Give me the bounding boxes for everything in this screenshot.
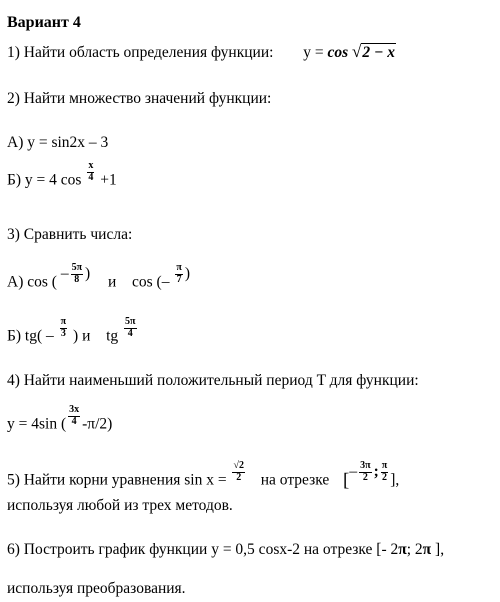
task-2-b-fraction: $\frac{x}{4}$ — [88, 160, 94, 183]
task-3-a-close-2: ) — [184, 264, 190, 282]
task-6-separator: ; 2 — [406, 541, 423, 558]
task-5-line-1: 5) Найти корни уравнения sin x = $\frac{√2}{2}$ на отрезке [– $\frac{3\pi}{2}$ ; $\frac{\pi}{2}$ ], — [7, 460, 400, 491]
task-5-line-2: используя любой из трех методов. — [7, 497, 233, 514]
task-6-pi-2: π — [422, 541, 432, 558]
task-5-close-bracket: ], — [390, 471, 400, 489]
task-3-a-cos2: cos (– — [132, 273, 170, 291]
task-3-a-fraction-2: $\frac{\pi}{7}$ — [176, 262, 182, 285]
task-5-text-1: 5) Найти корни уравнения sin x = — [7, 471, 227, 489]
task-3-b-tg: tg — [106, 327, 119, 345]
task-2-part-b — [7, 160, 117, 192]
sqrt-symbol: √ — [351, 42, 362, 61]
task-3-b-close: ) — [73, 327, 79, 345]
task-4-fraction: $\frac{3x}{4}$ — [69, 404, 80, 427]
task-3-a-and: и — [107, 273, 117, 291]
task-4-text: 4) Найти наименьший положительный период T для функции: — [7, 372, 419, 389]
task-5-seg-fraction-2: $\frac{\pi}{2}$ — [381, 460, 388, 483]
task-5-open-bracket: [ — [343, 470, 350, 491]
task-3-b-and: и — [82, 327, 91, 345]
task-5-fraction: $\frac{√2}{2}$ — [233, 460, 244, 483]
task-3-a-fraction-1: $\frac{5\pi}{8}$ — [71, 262, 83, 285]
task-3-a-close-1: ) — [85, 264, 91, 282]
task-3-part-b — [7, 316, 139, 348]
task-3-part-a — [7, 262, 190, 294]
task-2-b-suffix: +1 — [100, 171, 117, 189]
task-3-b-label: Б) tg( – — [7, 327, 54, 345]
task-4-formula — [7, 404, 113, 436]
task-4-suffix: -π/2) — [82, 415, 113, 433]
task-6-text: 6) Построить график функции y = 0,5 cosx-2 на отрезке [- 2 — [7, 541, 399, 558]
task-1-sqrt-arg: 2 − x — [362, 44, 395, 61]
task-2-part-a: А) y = sin2x – 3 — [7, 134, 109, 151]
task-6-line-2: используя преобразования. — [7, 580, 186, 597]
task-3-a-label: А) cos ( — [7, 273, 57, 291]
task-6-line-1 — [7, 541, 444, 559]
task-5-text-2: на отрезке — [260, 471, 330, 489]
task-3-b-fraction-1: $\frac{\pi}{3}$ — [60, 316, 67, 339]
task-3-a-sign: – — [60, 264, 69, 282]
task-3-b-fraction-2: $\frac{5\pi}{4}$ — [125, 316, 136, 339]
task-5-seg-separator: ; — [373, 462, 379, 480]
task-2-b-prefix: Б) y = 4 cos — [7, 171, 82, 189]
task-4-prefix: y = 4sin ( — [7, 415, 67, 433]
task-1 — [7, 42, 396, 62]
task-5-seg-fraction-1: $\frac{3\pi}{2}$ — [360, 460, 371, 483]
task-3-text: 3) Сравнить числа: — [7, 226, 133, 243]
task-2-text: 2) Найти множество значений функции: — [7, 90, 272, 107]
task-6-pi-1: π — [398, 541, 407, 558]
task-1-function: cos — [327, 44, 349, 61]
task-6-close: ], — [431, 541, 445, 558]
task-1-y-equals: y = — [303, 44, 328, 61]
task-1-text: 1) Найти область определения функции: — [7, 44, 274, 61]
variant-title: Вариант 4 — [7, 14, 81, 31]
